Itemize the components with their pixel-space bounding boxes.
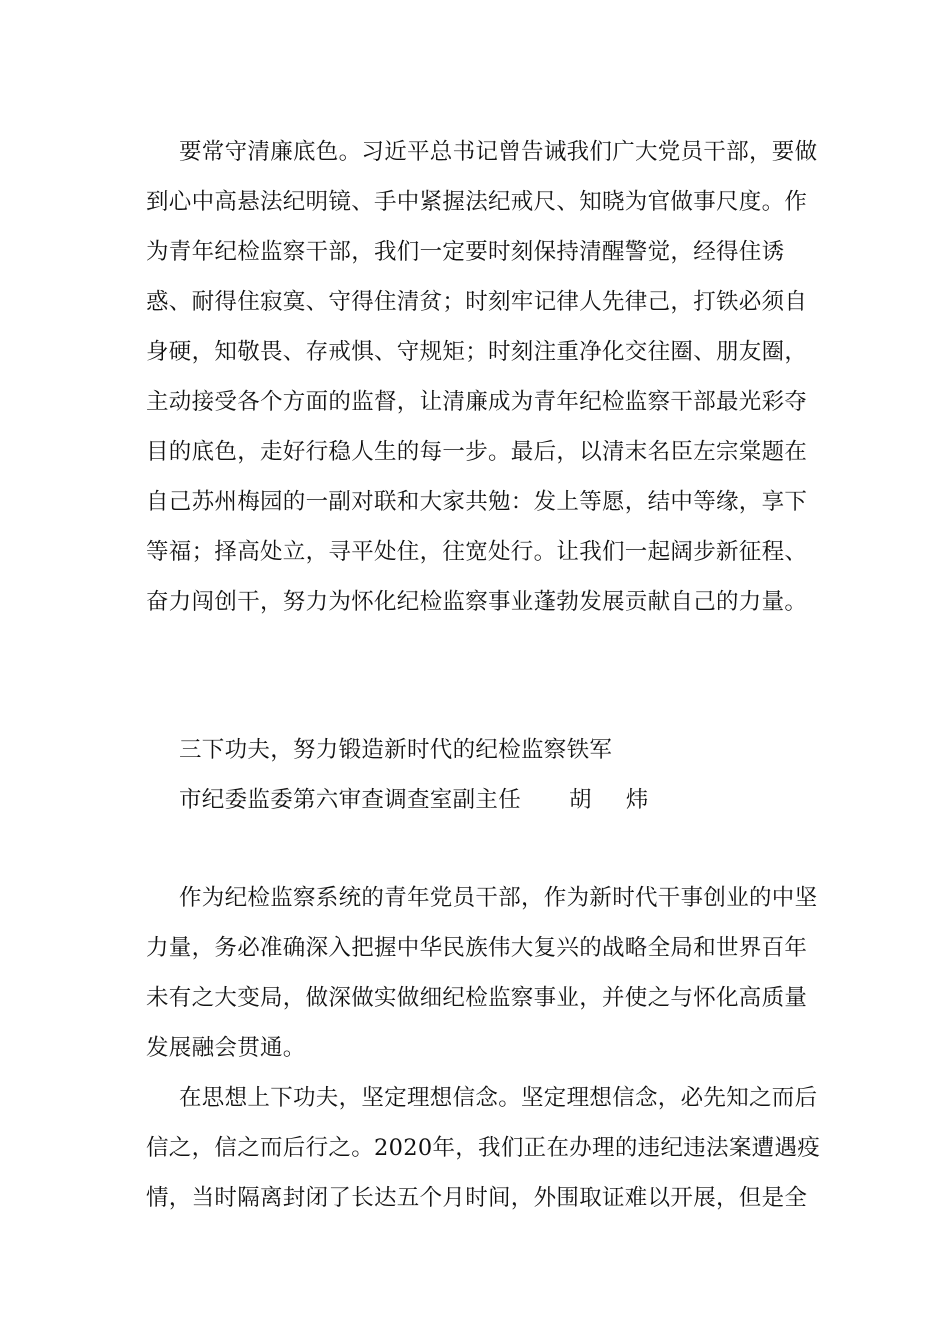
paragraph1-line: 要常守清廉底色。习近平总书记曾告诫我们广大党员干部，要做 bbox=[179, 139, 818, 165]
paragraph1-line: 主动接受各个方面的监督，让清廉成为青年纪检监察干部最光彩夺 bbox=[146, 389, 808, 415]
paragraph3-line: 情，当时隔离封闭了长达五个月时间，外围取证难以开展，但是全 bbox=[146, 1185, 808, 1211]
section-title: 三下功夫，努力锻造新时代的纪检监察铁军 bbox=[179, 737, 613, 763]
paragraph1-line: 到心中高悬法纪明镜、手中紧握法纪戒尺、知晓为官做事尺度。作 bbox=[146, 189, 808, 215]
paragraph1-line: 奋力闯创干，努力为怀化纪检监察事业蓬勃发展贡献自己的力量。 bbox=[146, 589, 808, 615]
paragraph1-line: 等福；择高处立，寻平处住，往宽处行。让我们一起阔步新征程、 bbox=[146, 539, 808, 565]
author-position: 市纪委监委第六审查调查室副主任 bbox=[179, 787, 522, 813]
paragraph3-line: 信之，信之而后行之。2020年，我们正在办理的违纪违法案遭遇疫 bbox=[146, 1135, 821, 1161]
paragraph2-line: 作为纪检监察系统的青年党员干部，作为新时代干事创业的中坚 bbox=[179, 885, 818, 911]
author-line bbox=[179, 785, 649, 815]
author-surname: 胡 bbox=[569, 787, 592, 813]
paragraph1-line: 身硬，知敬畏、存戒惧、守规矩；时刻注重净化交往圈、朋友圈， bbox=[146, 339, 808, 365]
paragraph1-line: 自己苏州梅园的一副对联和大家共勉：发上等愿，结中等缘，享下 bbox=[146, 489, 808, 515]
paragraph1-line: 惑、耐得住寂寞、守得住清贫；时刻牢记律人先律己，打铁必须自 bbox=[146, 289, 808, 315]
paragraph1-line: 为青年纪检监察干部，我们一定要时刻保持清醒警觉，经得住诱 bbox=[146, 239, 785, 265]
paragraph1-line: 目的底色，走好行稳人生的每一步。最后，以清末名臣左宗棠题在 bbox=[146, 439, 808, 465]
author-given-name: 炜 bbox=[625, 787, 649, 813]
paragraph2-line: 力量，务必准确深入把握中华民族伟大复兴的战略全局和世界百年 bbox=[146, 935, 808, 961]
paragraph3-line: 在思想上下功夫，坚定理想信念。坚定理想信念，必先知之而后 bbox=[179, 1085, 818, 1111]
paragraph2-line: 未有之大变局，做深做实做细纪检监察事业，并使之与怀化高质量 bbox=[146, 985, 808, 1011]
paragraph2-line: 发展融会贯通。 bbox=[146, 1035, 306, 1061]
